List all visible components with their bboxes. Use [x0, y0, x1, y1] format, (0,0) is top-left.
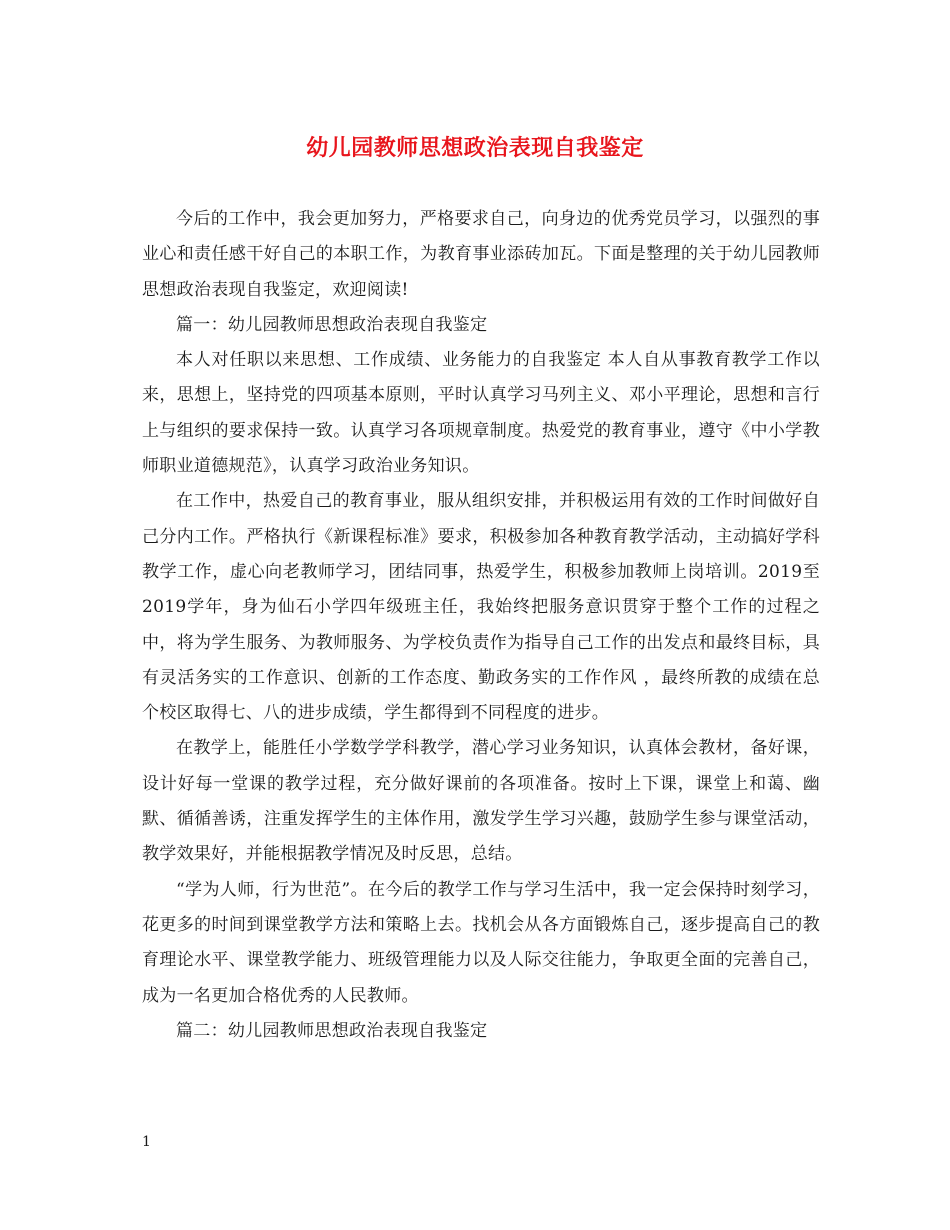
- paragraph-4: “学为人师，行为世范”。在今后的教学工作与学习生活中，我一定会保持时刻学习，花更多的时间到课堂教学方法和策略上去。找机会从各方面锻炼自己，逐步提高自己的教育理论水平、课堂教学能力、班级管理能力以及人际交往能力，争取更全面的完善自己，成为一名更加合格优秀的人民教师。: [142, 879, 820, 1006]
- paragraph-intro: 今后的工作中，我会更加努力，严格要求自己，向身边的优秀党员学习，以强烈的事业心和责任感干好自己的本职工作，为教育事业添砖加瓦。下面是整理的关于幼儿园教师思想政治表现自我鉴定，欢迎阅读!: [142, 209, 820, 300]
- document-title: 幼儿园教师思想政治表现自我鉴定: [306, 135, 644, 161]
- section-heading-1: 篇一：幼儿园教师思想政治表现自我鉴定: [176, 314, 488, 335]
- paragraph-3: 在教学上，能胜任小学数学学科教学，潜心学习业务知识，认真体会教材，备好课，设计好每一堂课的教学过程，充分做好课前的各项准备。按时上下课，课堂上和蔼、幽默、循循善诱，注重发挥学生的主体作用，激发学生学习兴趣，鼓励学生参与课堂活动，教学效果好，并能根据教学情况及时反思，总结。: [142, 738, 820, 865]
- section-heading-2: 篇二：幼儿园教师思想政治表现自我鉴定: [176, 1020, 488, 1041]
- page-number: 1: [142, 1134, 151, 1150]
- paragraph-2: 在工作中，热爱自己的教育事业，服从组织安排，并积极运用有效的工作时间做好自己分内工作。严格执行《新课程标准》要求，积极参加各种教育教学活动，主动搞好学科教学工作，虚心向老教师学习，团结同事，热爱学生，积极参加教师上岗培训。2019至2019学年，身为仙石小学四年级班主任，我始终把服务意识贯穿于整个工作的过程之中，将为学生服务、为教师服务、为学校负责作为指导自己工作的出发点和最终目标，具有灵活务实的工作意识、创新的工作态度、勤政务实的工作作风 ，最终所教的成绩在总个校区取得七、八的进步成绩，学生都得到不同程度的进步。: [142, 491, 820, 724]
- paragraph-1: 本人对任职以来思想、工作成绩、业务能力的自我鉴定 本人自从事教育教学工作以来，思想上，坚持党的四项基本原则，平时认真学习马列主义、邓小平理论，思想和言行上与组织的要求保持一致。认真学习各项规章制度。热爱党的教育事业，遵守《中小学教师职业道德规范》，认真学习政治业务知识。: [142, 350, 820, 477]
- document-body: [142, 202, 820, 1049]
